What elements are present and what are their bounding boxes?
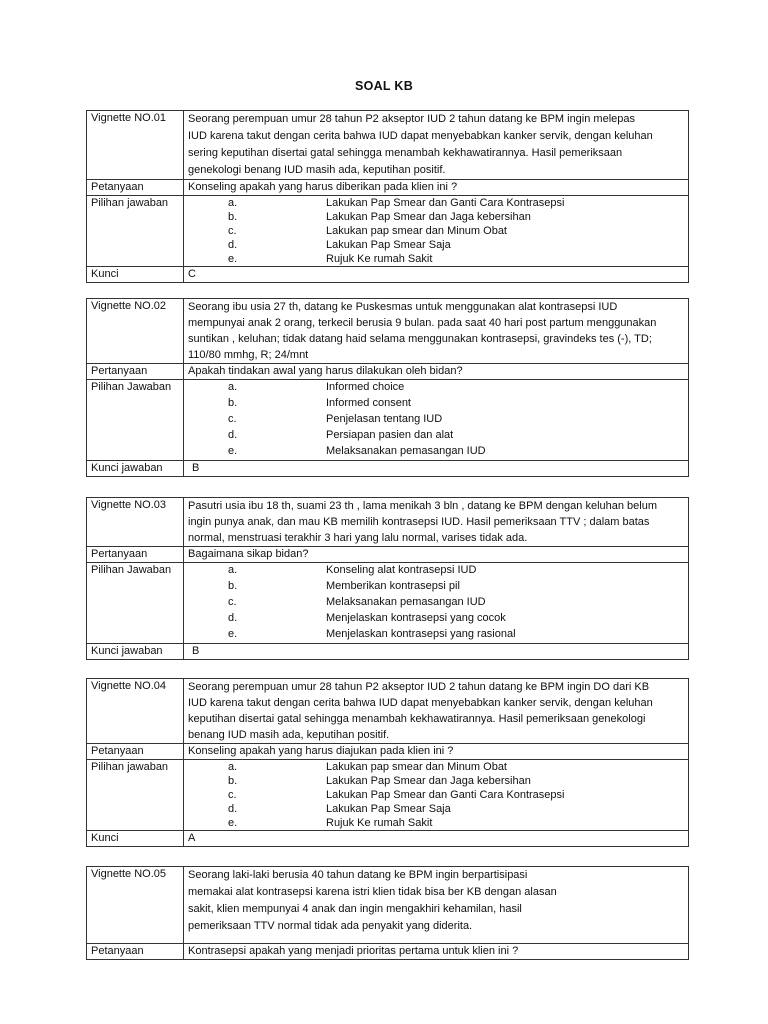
- option-text: Lakukan Pap Smear Saja: [326, 239, 451, 251]
- option-text: Lakukan Pap Smear dan Jaga kebersihan: [326, 211, 531, 223]
- option-text: Konseling alat kontrasepsi IUD: [326, 564, 477, 576]
- option-letter: a.: [228, 761, 238, 773]
- option-letter: a.: [228, 197, 238, 209]
- key-value: B: [184, 644, 689, 660]
- options-label: Pilihan jawaban: [87, 196, 184, 267]
- key-value: A: [184, 831, 689, 847]
- option-letter: d.: [228, 612, 238, 624]
- option-item: [188, 595, 684, 611]
- key-label: Kunci: [87, 831, 184, 847]
- option-item: [188, 428, 684, 444]
- options-list: [184, 563, 689, 644]
- vignette-line: genekologi benang IUD masih ada, keputihan positif.: [188, 164, 446, 176]
- vignette-line: mempunyai anak 2 orang, terkecil berusia 9 bulan. pada saat 40 hari post partum menggunakan: [188, 317, 657, 329]
- vignette-label: Vignette NO.04: [87, 679, 184, 744]
- key-row: [87, 461, 689, 477]
- option-letter: c.: [228, 789, 237, 801]
- option-letter: b.: [228, 580, 238, 592]
- vignette-line: pemeriksaan TTV normal tidak ada penyakit yang diderita.: [188, 920, 473, 932]
- option-letter: e.: [228, 628, 238, 640]
- option-item: [188, 196, 684, 210]
- question-row: [87, 180, 689, 196]
- key-value: B: [184, 461, 689, 477]
- vignette-line: suntikan , keluhan; tidak datang haid selama menggunakan kontrasepsi, gravindeks tes (-), TD;: [188, 333, 652, 345]
- option-letter: c.: [228, 413, 237, 425]
- question-label: Petanyaan: [87, 180, 184, 196]
- option-letter: d.: [228, 429, 238, 441]
- options-label: Pilihan Jawaban: [87, 380, 184, 461]
- question-table-4: [86, 678, 689, 847]
- options-row: [87, 760, 689, 831]
- question-text: Konseling apakah yang harus diberikan pada klien ini ?: [184, 180, 689, 196]
- option-letter: d.: [228, 239, 238, 251]
- option-text: Menjelaskan kontrasepsi yang cocok: [326, 612, 506, 624]
- option-letter: e.: [228, 253, 238, 265]
- question-label: Pertanyaan: [87, 364, 184, 380]
- page-title: SOAL KB: [354, 79, 414, 93]
- key-row: [87, 831, 689, 847]
- options-row: [87, 380, 689, 461]
- option-item: [188, 627, 684, 643]
- option-letter: b.: [228, 397, 238, 409]
- option-item: [188, 788, 684, 802]
- vignette-line: Seorang perempuan umur 28 tahun P2 akseptor IUD 2 tahun datang ke BPM ingin DO dari KB: [188, 681, 650, 693]
- question-table-5: [86, 866, 689, 960]
- key-value: C: [184, 267, 689, 283]
- question-row: [87, 944, 689, 960]
- question-text: Kontrasepsi apakah yang menjadi prioritas pertama untuk klien ini ?: [184, 944, 689, 960]
- question-label: Pertanyaan: [87, 547, 184, 563]
- vignette-line: 110/80 mmhg, R; 24/mnt: [188, 349, 309, 361]
- option-item: [188, 224, 684, 238]
- vignette-text: [184, 498, 689, 547]
- option-text: Lakukan Pap Smear dan Jaga kebersihan: [326, 775, 531, 787]
- vignette-line: keputihan disertai gatal sehingga menambah kekhawatirannya. Hasil pemeriksaan genekologi: [188, 713, 646, 725]
- option-item: [188, 816, 684, 830]
- option-text: Melaksanakan pemasangan IUD: [326, 445, 486, 457]
- question-text: Bagaimana sikap bidan?: [184, 547, 689, 563]
- key-label: Kunci jawaban: [87, 644, 184, 660]
- key-row: [87, 267, 689, 283]
- vignette-row: [87, 299, 689, 364]
- option-letter: a.: [228, 381, 238, 393]
- vignette-row: [87, 867, 689, 944]
- vignette-label: Vignette NO.05: [87, 867, 184, 944]
- option-item: [188, 444, 684, 460]
- question-row: [87, 547, 689, 563]
- option-letter: b.: [228, 211, 238, 223]
- vignette-line: memakai alat kontrasepsi karena istri klien tidak bisa ber KB dengan alasan: [188, 886, 557, 898]
- option-text: Lakukan Pap Smear Saja: [326, 803, 451, 815]
- question-text: Konseling apakah yang harus diajukan pada klien ini ?: [184, 744, 689, 760]
- options-label: Pilihan Jawaban: [87, 563, 184, 644]
- vignette-row: [87, 679, 689, 744]
- question-label: Petanyaan: [87, 944, 184, 960]
- question-table-2: [86, 298, 689, 477]
- options-list: [184, 760, 689, 831]
- option-text: Lakukan pap smear dan Minum Obat: [326, 225, 507, 237]
- vignette-line: ingin punya anak, dan mau KB memilih kontrasepsi IUD. Hasil pemeriksaan TTV ; dalam batas: [188, 516, 650, 528]
- option-text: Rujuk Ke rumah Sakit: [326, 817, 433, 829]
- vignette-line: benang IUD masih ada, keputihan positif.: [188, 729, 390, 741]
- vignette-label: Vignette NO.03: [87, 498, 184, 547]
- option-letter: d.: [228, 803, 238, 815]
- option-text: Penjelasan tentang IUD: [326, 413, 443, 425]
- option-text: Menjelaskan kontrasepsi yang rasional: [326, 628, 516, 640]
- question-row: [87, 744, 689, 760]
- option-item: [188, 412, 684, 428]
- vignette-text: [184, 867, 689, 944]
- option-text: Lakukan pap smear dan Minum Obat: [326, 761, 507, 773]
- option-letter: b.: [228, 775, 238, 787]
- vignette-text: [184, 111, 689, 180]
- vignette-line: Seorang ibu usia 27 th, datang ke Puskesmas untuk menggunakan alat kontrasepsi IUD: [188, 301, 618, 313]
- option-item: [188, 802, 684, 816]
- vignette-row: [87, 498, 689, 547]
- option-text: Lakukan Pap Smear dan Ganti Cara Kontrasepsi: [326, 197, 565, 209]
- question-table-3: [86, 497, 689, 660]
- option-text: Lakukan Pap Smear dan Ganti Cara Kontrasepsi: [326, 789, 565, 801]
- vignette-line: sering keputihan disertai gatal sehingga menambah kekhawatirannya. Hasil pemeriksaan: [188, 147, 623, 159]
- options-row: [87, 196, 689, 267]
- option-letter: c.: [228, 596, 237, 608]
- option-text: Informed choice: [326, 381, 405, 393]
- option-item: [188, 380, 684, 396]
- vignette-line: Pasutri usia ibu 18 th, suami 23 th , lama menikah 3 bln , datang ke BPM dengan keluhan belum: [188, 500, 658, 512]
- vignette-row: [87, 111, 689, 180]
- question-text: Apakah tindakan awal yang harus dilakukan oleh bidan?: [184, 364, 689, 380]
- vignette-line: IUD karena takut dengan cerita bahwa IUD dapat menyebabkan kanker servik, dengan keluhan: [188, 697, 653, 709]
- option-item: [188, 396, 684, 412]
- vignette-text: [184, 679, 689, 744]
- vignette-line: sakit, klien mempunyai 4 anak dan ingin mengakhiri kehamilan, hasil: [188, 903, 522, 915]
- key-label: Kunci: [87, 267, 184, 283]
- vignette-label: Vignette NO.02: [87, 299, 184, 364]
- option-item: [188, 252, 684, 266]
- option-item: [188, 210, 684, 224]
- option-item: [188, 760, 684, 774]
- option-item: [188, 579, 684, 595]
- option-letter: a.: [228, 564, 238, 576]
- option-item: [188, 611, 684, 627]
- vignette-line: Seorang laki-laki berusia 40 tahun datang ke BPM ingin berpartisipasi: [188, 869, 528, 881]
- option-item: [188, 563, 684, 579]
- question-label: Petanyaan: [87, 744, 184, 760]
- vignette-line: normal, menstruasi terakhir 3 hari yang lalu normal, varises tidak ada.: [188, 532, 528, 544]
- vignette-text: [184, 299, 689, 364]
- question-row: [87, 364, 689, 380]
- option-text: Melaksanakan pemasangan IUD: [326, 596, 486, 608]
- key-row: [87, 644, 689, 660]
- option-text: Memberikan kontrasepsi pil: [326, 580, 460, 592]
- vignette-label: Vignette NO.01: [87, 111, 184, 180]
- vignette-line: IUD karena takut dengan cerita bahwa IUD dapat menyebabkan kanker servik, dengan keluhan: [188, 130, 653, 142]
- option-letter: c.: [228, 225, 237, 237]
- options-list: [184, 196, 689, 267]
- options-list: [184, 380, 689, 461]
- options-label: Pilihan jawaban: [87, 760, 184, 831]
- option-item: [188, 238, 684, 252]
- option-text: Informed consent: [326, 397, 411, 409]
- option-letter: e.: [228, 445, 238, 457]
- key-label: Kunci jawaban: [87, 461, 184, 477]
- option-text: Rujuk Ke rumah Sakit: [326, 253, 433, 265]
- option-text: Persiapan pasien dan alat: [326, 429, 454, 441]
- option-letter: e.: [228, 817, 238, 829]
- options-row: [87, 563, 689, 644]
- vignette-line: Seorang perempuan umur 28 tahun P2 akseptor IUD 2 tahun datang ke BPM ingin melepas: [188, 113, 635, 125]
- option-item: [188, 774, 684, 788]
- question-table-1: [86, 110, 689, 283]
